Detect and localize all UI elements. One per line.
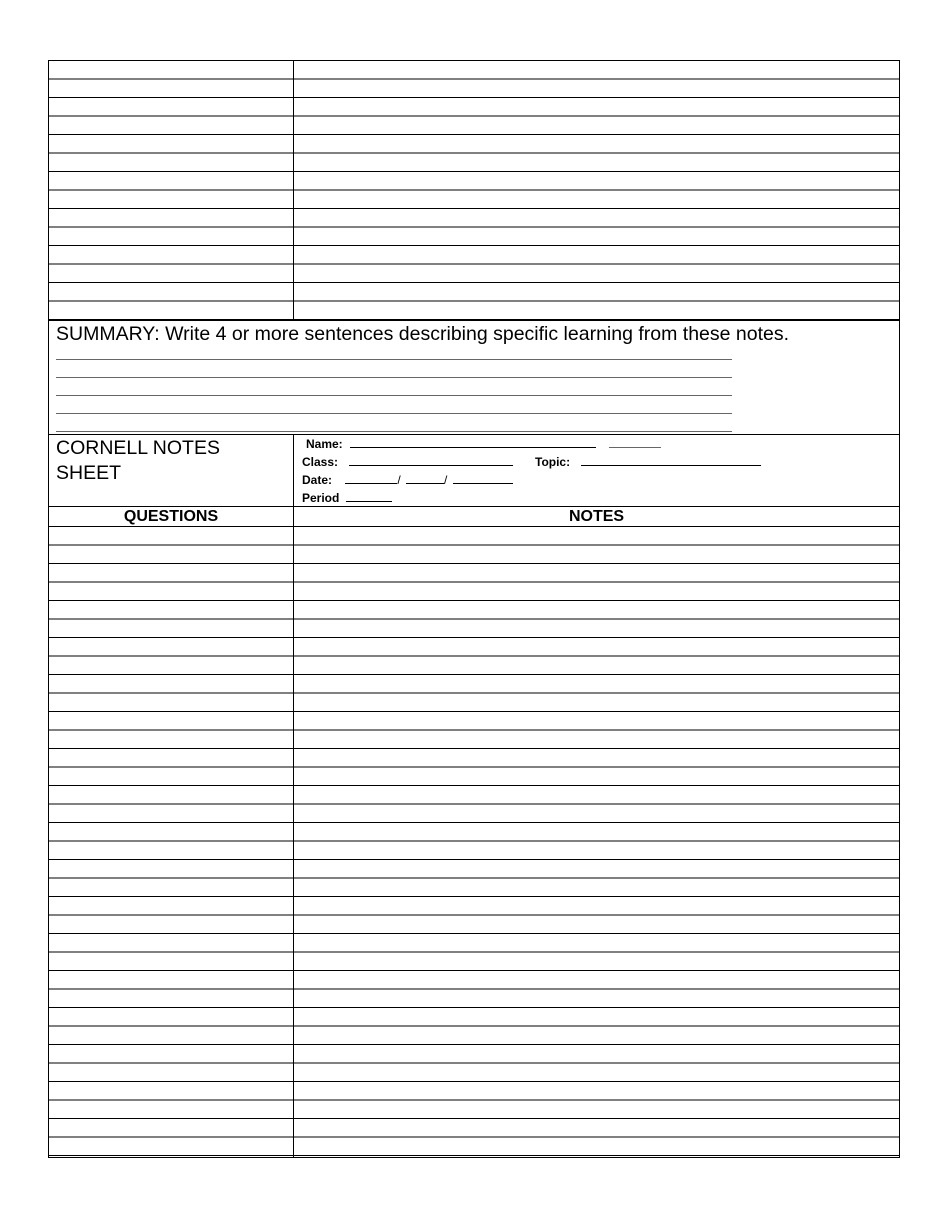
summary-section[interactable] [49,320,899,435]
column-divider [293,527,294,1158]
class-label: Class: [302,455,339,469]
period-field[interactable] [302,491,392,505]
notes-header: NOTES [568,508,625,525]
extra-blank[interactable] [609,437,661,448]
name-field[interactable] [306,437,661,451]
period-label: Period [302,491,340,505]
sheet-header [49,435,899,507]
date-label: Date: [302,473,333,487]
name-blank[interactable] [350,437,596,448]
date-month-blank[interactable] [345,473,397,484]
topic-blank[interactable] [581,455,761,466]
date-year-blank[interactable] [453,473,513,484]
column-divider [293,61,294,320]
summary-line[interactable] [56,431,732,432]
sheet-title-line: SHEET [56,462,122,484]
sheet-title [56,436,286,486]
date-day-blank[interactable] [406,473,444,484]
summary-prompt: SUMMARY: Write 4 or more sentences describing specific learning from these notes. [56,323,790,345]
class-field[interactable] [302,455,513,469]
column-divider [293,435,294,506]
column-headers [49,507,899,527]
summary-line[interactable] [56,359,732,360]
topic-label: Topic: [535,455,571,469]
summary-line[interactable] [56,395,732,396]
date-field[interactable]: Date: / / [302,473,513,487]
top-ruled-lines[interactable] [49,61,899,320]
topic-field[interactable] [535,455,761,469]
questions-header: QUESTIONS [123,508,219,525]
bottom-ruled-lines[interactable] [49,527,899,1158]
class-blank[interactable] [349,455,513,466]
cornell-notes-sheet [48,60,900,1158]
period-blank[interactable] [346,491,392,502]
summary-line[interactable] [56,377,732,378]
summary-line[interactable] [56,413,732,414]
name-label: Name: [306,437,343,451]
sheet-title-line: CORNELL NOTES [56,437,220,459]
